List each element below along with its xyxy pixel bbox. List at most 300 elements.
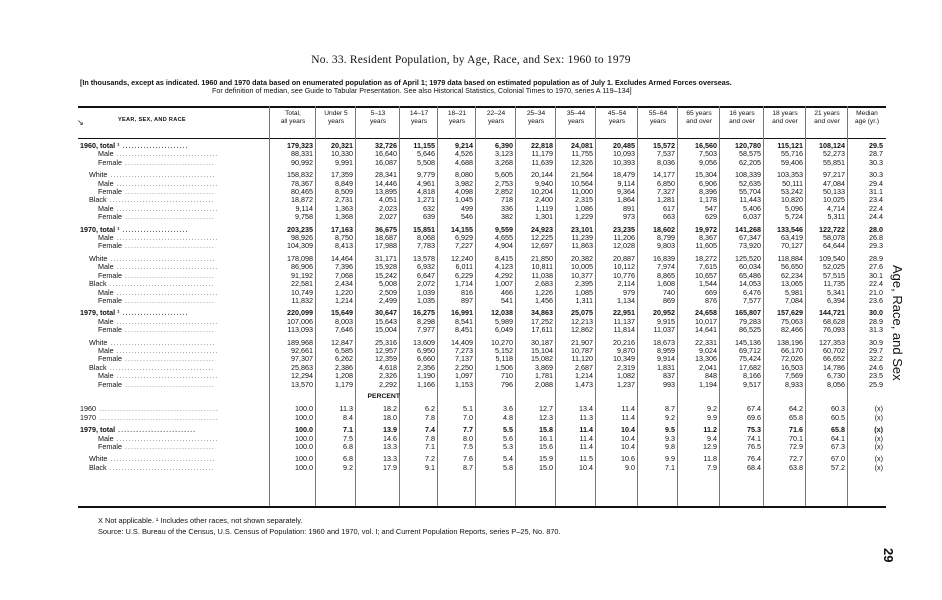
column-header-line: years: [567, 118, 585, 125]
table-cell: 12,326: [571, 157, 593, 167]
table-cell: 897: [461, 295, 473, 305]
table-cell: 34,863: [531, 308, 553, 318]
table-cell: 9,914: [657, 354, 675, 364]
table-cell: 9,870: [617, 345, 635, 355]
column-header: [764, 110, 806, 126]
table-cell: 1,608: [657, 279, 675, 289]
table-cell: 7.5: [343, 433, 353, 443]
column-header-line: age (yr.): [854, 118, 880, 125]
leader-dots: ...................................: [106, 463, 215, 472]
table-cell: 4,098: [455, 187, 473, 197]
table-cell: 7.1: [425, 442, 435, 451]
column-header-line: 65 years: [686, 110, 712, 117]
table-cell: 30,187: [531, 337, 553, 347]
table-cell: 7.1: [665, 462, 675, 472]
table-cell: 1,368: [335, 212, 353, 222]
table-cell: 4,292: [495, 270, 513, 280]
table-cell: 7,396: [335, 262, 353, 272]
table-cell: 7,503: [699, 149, 717, 159]
table-cell: 52,635: [739, 178, 761, 188]
column-header-line: years: [487, 118, 505, 125]
table-cell: 178,098: [287, 253, 313, 263]
leader-dots: ..................................: [113, 346, 219, 355]
table-cell: 1,190: [417, 371, 435, 381]
table-row: [80, 318, 886, 326]
table-cell: 9,517: [743, 379, 761, 389]
table-cell: 1,039: [417, 287, 435, 297]
table-cell: 5.6: [503, 433, 513, 443]
table-cell: 122,722: [819, 224, 845, 234]
table-cell: 88,331: [291, 149, 313, 159]
table-cell: 76.5: [747, 442, 761, 451]
table-cell: 5,605: [495, 170, 513, 180]
table-cell: 2,114: [617, 279, 635, 289]
table-cell: 4,123: [495, 262, 513, 272]
table-cell: 11.8: [703, 454, 717, 464]
table-cell: 8.7: [463, 462, 473, 472]
table-cell: 9.9: [707, 412, 717, 422]
table-cell: 2,687: [575, 362, 593, 372]
table-cell: 6,476: [743, 287, 761, 297]
table-cell: 12.9: [703, 442, 717, 451]
row-label: Male: [98, 263, 114, 272]
table-cell: (x): [874, 442, 883, 451]
table-cell: 118,884: [777, 253, 803, 263]
column-header-line: 14–17: [409, 110, 429, 117]
table-cell: 10,820: [781, 195, 803, 205]
table-cell: 30.9: [869, 337, 883, 347]
table-cell: 22,951: [613, 308, 635, 318]
table-cell: 3,268: [495, 157, 513, 167]
table-cell: 9.4: [707, 433, 717, 443]
table-cell: 541: [501, 295, 513, 305]
table-cell: 67.3: [831, 442, 845, 451]
table-cell: 13.9: [383, 425, 397, 435]
table-cell: 86,906: [291, 262, 313, 272]
table-cell: 13,570: [291, 379, 313, 389]
table-cell: 2,683: [535, 279, 553, 289]
table-cell: 108,124: [819, 141, 845, 150]
table-cell: 12,847: [331, 337, 353, 347]
table-cell: 7,327: [657, 187, 675, 197]
column-header-line: 16 years: [729, 110, 755, 117]
column-header: [316, 110, 356, 126]
table-cell: 9,991: [335, 157, 353, 167]
table-cell: 73,920: [739, 241, 761, 251]
table-cell: 12,697: [531, 241, 553, 251]
table-cell: 12.7: [539, 404, 553, 414]
row-label: White: [89, 455, 108, 464]
column-header-line: all years: [280, 118, 306, 125]
table-cell: 8,849: [335, 178, 353, 188]
row-label: Female: [98, 242, 122, 251]
leader-dots: ...................................: [106, 196, 215, 205]
table-cell: 8,933: [785, 379, 803, 389]
table-cell: 7.6: [463, 454, 473, 464]
table-cell: 993: [663, 379, 675, 389]
table-cell: 65.8: [831, 425, 845, 435]
table-cell: 12,359: [375, 354, 397, 364]
table-cell: 796: [501, 379, 513, 389]
table-cell: 10,787: [571, 345, 593, 355]
table-cell: 2,400: [535, 195, 553, 205]
table-cell: 17,988: [375, 241, 397, 251]
column-header: [556, 110, 596, 126]
table-cell: 74.1: [747, 433, 761, 443]
table-cell: 10,657: [695, 270, 717, 280]
table-cell: 18,673: [653, 337, 675, 347]
table-cell: 2,434: [335, 279, 353, 289]
table-cell: 50,111: [782, 178, 803, 188]
table-cell: 1,864: [617, 195, 635, 205]
table-cell: 10,025: [823, 195, 845, 205]
table-cell: 9.1: [425, 462, 435, 472]
table-cell: 1,214: [335, 295, 353, 305]
table-cell: 63,419: [781, 233, 803, 243]
column-header-line: and over: [814, 118, 840, 125]
table-cell: 7,977: [417, 325, 435, 335]
table-cell: 7,273: [455, 345, 473, 355]
table-cell: 9,214: [455, 141, 473, 150]
table-cell: 7,084: [785, 295, 803, 305]
table-cell: 11,000: [571, 187, 593, 197]
table-cell: 7,068: [335, 270, 353, 280]
source-note: Source: U.S. Bureau of the Census, U.S. Census of Population: 1960 and 1970, vol. I; and Current Population Reports, series P–25, No. 870.: [98, 527, 561, 536]
table-cell: 24,081: [571, 141, 593, 150]
table-cell: 5,152: [495, 345, 513, 355]
table-cell: 18,602: [653, 224, 675, 234]
row-label: Male: [98, 288, 114, 297]
table-cell: 100.0: [295, 454, 313, 464]
table-cell: 10,811: [531, 262, 553, 272]
table-cell: 8,166: [743, 371, 761, 381]
table-cell: 10,204: [531, 187, 553, 197]
table-cell: 8,799: [657, 233, 675, 243]
table-cell: 7.7: [463, 425, 473, 435]
table-cell: 10.6: [621, 454, 635, 464]
table-cell: 91,192: [291, 270, 313, 280]
table-cell: 69,712: [739, 345, 761, 355]
table-cell: 6,929: [455, 233, 473, 243]
table-cell: 5.8: [503, 462, 513, 472]
leader-dots: ..............................: [121, 242, 215, 251]
table-cell: 11.4: [621, 404, 635, 414]
table-cell: 9,056: [699, 157, 717, 167]
table-cell: 1,085: [575, 287, 593, 297]
table-cell: 64.1: [831, 433, 845, 443]
table-cell: 82,466: [781, 325, 803, 335]
section-row: [80, 393, 886, 401]
table-cell: 220,099: [287, 308, 313, 318]
table-cell: 6,730: [827, 371, 845, 381]
table-cell: 47,084: [823, 178, 845, 188]
table-cell: 32,726: [375, 141, 397, 150]
table-cell: 24.4: [869, 212, 883, 222]
table-cell: 17.9: [383, 462, 397, 472]
leader-dots: ..............................: [121, 296, 215, 305]
column-header: [516, 110, 556, 126]
table-cell: 9,024: [699, 345, 717, 355]
table-cell: 1,119: [535, 203, 553, 213]
table-cell: 18.0: [383, 412, 397, 422]
table-cell: 10,564: [571, 178, 593, 188]
table-cell: (x): [874, 404, 883, 414]
table-cell: 7,137: [455, 354, 473, 364]
table-cell: 7.4: [425, 425, 435, 435]
table-cell: 92,661: [291, 345, 313, 355]
table-cell: 29.5: [869, 141, 883, 150]
table-cell: 60,702: [823, 345, 845, 355]
table-cell: 22.4: [869, 279, 883, 289]
column-header-line: 45–54: [607, 110, 627, 117]
table-cell: 22,818: [531, 141, 553, 150]
table-cell: 12,294: [291, 371, 313, 381]
table-cell: 8,003: [335, 316, 353, 326]
page-number: 29: [881, 548, 896, 563]
column-header-line: years: [448, 118, 466, 125]
table-row: [80, 443, 886, 451]
table-cell: 13,306: [695, 354, 717, 364]
row-label: Black: [89, 196, 107, 205]
column-header: [596, 110, 638, 126]
table-cell: 67.4: [747, 404, 761, 414]
table-row: [80, 364, 886, 372]
table-cell: 869: [663, 295, 675, 305]
header-top-rule: [78, 106, 886, 108]
row-label: 1979, total ¹: [80, 309, 120, 318]
table-cell: 7,577: [743, 295, 761, 305]
table-cell: 76,093: [823, 325, 845, 335]
table-cell: 60.5: [831, 412, 845, 422]
table-cell: 639: [423, 212, 435, 222]
leader-dots: ...................................: [106, 363, 215, 372]
table-cell: 1,086: [575, 203, 593, 213]
table-cell: 16,640: [375, 149, 397, 159]
table-cell: 11,735: [823, 279, 845, 289]
leader-dots: ..............................: [121, 380, 215, 389]
table-cell: 75.3: [747, 425, 761, 435]
table-cell: 11.5: [579, 454, 593, 464]
row-label: Male: [98, 346, 114, 355]
table-cell: 75,063: [781, 316, 803, 326]
leader-dots: ........................................: [96, 413, 219, 422]
table-cell: 17,163: [331, 224, 353, 234]
table-cell: 7,569: [785, 371, 803, 381]
table-cell: 138,196: [777, 337, 803, 347]
table-cell: 2,023: [379, 203, 397, 213]
table-cell: 57,515: [823, 270, 845, 280]
table-cell: (x): [874, 454, 883, 464]
table-cell: 28.9: [869, 316, 883, 326]
table-row: [80, 234, 886, 242]
table-cell: 17,682: [739, 362, 761, 372]
row-label: Female: [98, 443, 122, 451]
table-cell: 11,206: [613, 233, 635, 243]
table-cell: 10.4: [579, 462, 593, 472]
table-cell: 9,559: [495, 224, 513, 234]
table-cell: 15.8: [539, 425, 553, 435]
table-cell: 141,268: [735, 224, 761, 234]
table-row: [80, 426, 886, 434]
table-row: [80, 242, 886, 250]
table-cell: 8.4: [343, 412, 353, 422]
row-label: 1970, total ¹: [80, 225, 120, 234]
table-cell: 60,034: [739, 262, 761, 272]
table-cell: 100.0: [295, 462, 313, 472]
column-header: [848, 110, 886, 126]
table-cell: 7,537: [657, 149, 675, 159]
table-row: [80, 414, 886, 422]
table-cell: 29.3: [869, 241, 883, 251]
table-cell: 133,546: [777, 224, 803, 234]
table-cell: 11,120: [571, 354, 593, 364]
row-label: Female: [98, 296, 122, 305]
table-cell: 669: [705, 287, 717, 297]
table-cell: 29.7: [869, 345, 883, 355]
table-cell: 7,227: [455, 241, 473, 251]
table-row: [80, 188, 886, 196]
table-cell: 1,311: [575, 295, 593, 305]
table-cell: 1,208: [335, 371, 353, 381]
table-cell: 336: [501, 203, 513, 213]
table-cell: 8,750: [335, 233, 353, 243]
table-cell: 23,235: [613, 224, 635, 234]
leader-dots: ..................................: [113, 288, 219, 297]
table-row: [80, 142, 886, 150]
table-cell: 816: [461, 287, 473, 297]
table-cell: 30,647: [375, 308, 397, 318]
row-label: Male: [98, 179, 114, 188]
table-cell: 70.1: [789, 433, 803, 443]
table-cell: 72,026: [781, 354, 803, 364]
table-cell: 5,118: [495, 354, 513, 364]
leader-dots: ..............................: [121, 213, 215, 222]
column-header-line: years: [369, 118, 387, 125]
table-cell: 68,628: [823, 316, 845, 326]
table-cell: 629: [705, 212, 717, 222]
table-row: [80, 205, 886, 213]
table-cell: 8,396: [699, 187, 717, 197]
table-cell: 100.0: [295, 425, 313, 435]
table-cell: 20,144: [531, 170, 553, 180]
table-cell: 11.4: [579, 425, 593, 435]
table-cell: 11,755: [571, 149, 593, 159]
table-cell: 6,906: [699, 178, 717, 188]
table-cell: 103,353: [777, 170, 803, 180]
table-cell: 7,615: [699, 262, 717, 272]
table-cell: 2,027: [379, 212, 397, 222]
table-cell: 547: [705, 203, 717, 213]
table-cell: 11,179: [531, 149, 553, 159]
table-cell: 22,331: [695, 337, 717, 347]
leader-dots: ..............................: [121, 271, 215, 280]
table-cell: 27.6: [869, 262, 883, 272]
leader-dots: ..................................: [113, 234, 219, 243]
table-cell: 36,675: [375, 224, 397, 234]
table-cell: 72.9: [789, 442, 803, 451]
table-row: [80, 464, 886, 472]
table-cell: 4,618: [379, 362, 397, 372]
table-cell: 26.8: [869, 233, 883, 243]
table-row: [80, 355, 886, 363]
table-cell: 100.0: [295, 442, 313, 451]
column-header-line: 25–34: [526, 110, 546, 117]
table-cell: 9.9: [665, 454, 675, 464]
table-row: [80, 196, 886, 204]
table-cell: 10,776: [613, 270, 635, 280]
table-cell: 663: [663, 212, 675, 222]
table-cell: 9,779: [417, 170, 435, 180]
table-cell: 7.8: [425, 412, 435, 422]
row-label: Female: [98, 326, 122, 335]
table-cell: 23,101: [571, 224, 593, 234]
table-cell: 50,133: [823, 187, 845, 197]
row-label: White: [89, 171, 108, 180]
column-header-line: 35–44: [566, 110, 586, 117]
table-cell: 12,225: [531, 233, 553, 243]
row-label: 1960: [80, 405, 96, 414]
table-cell: 2,326: [379, 371, 397, 381]
table-cell: 4,904: [495, 241, 513, 251]
column-header: [356, 110, 400, 126]
table-cell: 165,807: [735, 308, 761, 318]
row-label: Male: [98, 204, 114, 213]
table-cell: 1,194: [699, 379, 717, 389]
table-cell: 8,415: [495, 253, 513, 263]
table-cell: 71.6: [789, 425, 803, 435]
table-cell: 2,072: [417, 279, 435, 289]
row-label: White: [89, 338, 108, 347]
table-cell: 21,907: [571, 337, 593, 347]
table-cell: 18,479: [613, 170, 635, 180]
row-label: 1970: [80, 413, 96, 422]
table-cell: 67.0: [831, 454, 845, 464]
table-cell: 10,017: [695, 316, 717, 326]
table-cell: 16,560: [695, 141, 717, 150]
row-label: Black: [89, 363, 107, 372]
table-cell: 382: [501, 212, 513, 222]
table-cell: 1,214: [575, 371, 593, 381]
table-row: [80, 159, 886, 167]
table-cell: 1,134: [617, 295, 635, 305]
row-label: Black: [89, 463, 107, 472]
table-cell: 158,832: [287, 170, 313, 180]
table-cell: 66,170: [781, 345, 803, 355]
headnote-line-2: For definition of median, see Guide to Tabular Presentation. See also Historical Statistics, Colonial Times to 1970, series A 119–134]: [212, 86, 632, 95]
table-cell: 10,330: [331, 149, 353, 159]
table-cell: (x): [874, 462, 883, 472]
table-row: [80, 435, 886, 443]
table-cell: 57.2: [831, 462, 845, 472]
table-cell: 9.2: [343, 462, 353, 472]
table-cell: 58,078: [823, 233, 845, 243]
table-cell: 8,451: [455, 325, 473, 335]
table-cell: 28.0: [869, 224, 883, 234]
table-cell: 24,658: [695, 308, 717, 318]
table-cell: 55,851: [823, 157, 845, 167]
table-cell: 3.6: [503, 404, 513, 414]
table-cell: 12.3: [539, 412, 553, 422]
table-cell: 10,270: [491, 337, 513, 347]
table-row: [80, 405, 886, 413]
table-cell: 11,605: [695, 241, 717, 251]
table-cell: 7,646: [335, 325, 353, 335]
leader-dots: ..............................: [121, 355, 215, 364]
table-cell: 6,647: [417, 270, 435, 280]
table-cell: 52,025: [823, 262, 845, 272]
row-label: 1979, total: [80, 426, 116, 435]
table-cell: 8,068: [417, 233, 435, 243]
